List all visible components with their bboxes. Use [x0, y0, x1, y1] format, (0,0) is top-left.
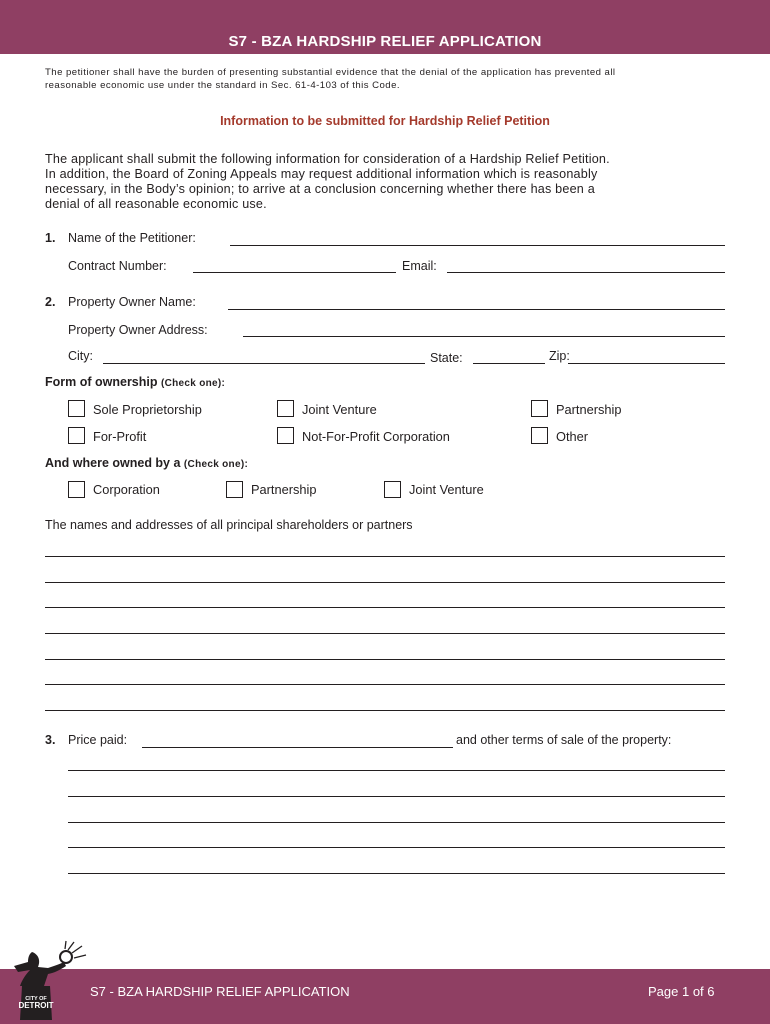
shareholders-line[interactable]	[45, 684, 725, 685]
owned-partnership-checkbox[interactable]	[226, 481, 243, 498]
page-title: S7 - BZA HARDSHIP RELIEF APPLICATION	[228, 33, 542, 50]
sole-proprietorship-checkbox[interactable]	[68, 400, 85, 417]
not-for-profit-label: Not-For-Profit Corporation	[302, 429, 450, 444]
email-label: Email:	[402, 259, 437, 273]
shareholders-line[interactable]	[45, 710, 725, 711]
terms-line[interactable]	[68, 770, 725, 771]
owned-joint-venture-label: Joint Venture	[409, 482, 484, 497]
sole-proprietorship-label: Sole Proprietorship	[93, 402, 202, 417]
terms-line[interactable]	[68, 796, 725, 797]
owned-joint-venture-checkbox[interactable]	[384, 481, 401, 498]
shareholders-line[interactable]	[45, 607, 725, 608]
property-owner-address-label: Property Owner Address:	[68, 323, 208, 337]
ownership-heading-text: Form of ownership	[45, 375, 158, 389]
shareholders-line[interactable]	[45, 582, 725, 583]
terms-line[interactable]	[68, 822, 725, 823]
state-field[interactable]	[473, 363, 545, 364]
email-field[interactable]	[447, 272, 725, 273]
shareholders-label: The names and addresses of all principal shareholders or partners	[45, 518, 413, 532]
body-line-4: denial of all reasonable economic use.	[45, 197, 267, 211]
for-profit-label: For-Profit	[93, 429, 147, 444]
owned-by-check-one: (Check one):	[183, 459, 249, 470]
corporation-checkbox[interactable]	[68, 481, 85, 498]
partnership-label: Partnership	[556, 402, 622, 417]
petitioner-name-field[interactable]	[230, 245, 725, 246]
shareholders-line[interactable]	[45, 556, 725, 557]
logo-text-bottom: DETROIT	[18, 1001, 54, 1010]
intro-line-2: reasonable economic use under the standard in Sec. 61-4-103 of this Code.	[45, 80, 400, 91]
question-3-number: 3.	[45, 733, 56, 747]
state-label: State:	[430, 351, 463, 365]
property-owner-name-field[interactable]	[228, 309, 725, 310]
contract-number-field[interactable]	[193, 272, 396, 273]
property-owner-address-field[interactable]	[243, 336, 725, 337]
body-line-3: necessary, in the Body’s opinion; to arrive at a conclusion concerning whether there has been a	[45, 182, 595, 196]
ownership-check-one: (Check one):	[160, 378, 226, 389]
shareholders-line[interactable]	[45, 633, 725, 634]
city-label: City:	[68, 349, 93, 363]
logo-text-top: CITY OF	[25, 996, 47, 1002]
other-checkbox[interactable]	[531, 427, 548, 444]
city-of-detroit-logo	[8, 940, 92, 1024]
page-number: Page 1 of 6	[648, 984, 715, 999]
terms-of-sale-label: and other terms of sale of the property:	[456, 733, 672, 747]
terms-line[interactable]	[68, 873, 725, 874]
joint-venture-checkbox[interactable]	[277, 400, 294, 417]
body-line-2: In addition, the Board of Zoning Appeals may request additional information which is reasonably	[45, 167, 598, 181]
price-paid-label: Price paid:	[68, 733, 128, 747]
intro-line-1: The petitioner shall have the burden of presenting substantial evidence that the denial of the application has prevented all	[45, 67, 616, 78]
section-heading: Information to be submitted for Hardship Relief Petition	[220, 114, 550, 128]
owned-by-heading	[45, 456, 248, 470]
question-1-number: 1.	[45, 231, 56, 245]
partnership-checkbox[interactable]	[531, 400, 548, 417]
corporation-label: Corporation	[93, 482, 160, 497]
for-profit-checkbox[interactable]	[68, 427, 85, 444]
body-line-1: The applicant shall submit the following information for consideration of a Hardship Relief Petition.	[45, 152, 610, 166]
other-label: Other	[556, 429, 589, 444]
zip-label: Zip:	[549, 349, 570, 363]
city-field[interactable]	[103, 363, 425, 364]
footer-title: S7 - BZA HARDSHIP RELIEF APPLICATION	[90, 984, 350, 999]
question-2-number: 2.	[45, 295, 56, 309]
shareholders-line[interactable]	[45, 659, 725, 660]
terms-line[interactable]	[68, 847, 725, 848]
property-owner-name-label: Property Owner Name:	[68, 295, 196, 309]
petitioner-name-label: Name of the Petitioner:	[68, 231, 196, 245]
owned-partnership-label: Partnership	[251, 482, 317, 497]
zip-field[interactable]	[568, 363, 725, 364]
owned-by-heading-text: And where owned by a	[45, 456, 181, 470]
price-paid-field[interactable]	[142, 747, 453, 748]
contract-number-label: Contract Number:	[68, 259, 167, 273]
joint-venture-label: Joint Venture	[302, 402, 377, 417]
ownership-heading	[45, 375, 225, 389]
not-for-profit-checkbox[interactable]	[277, 427, 294, 444]
